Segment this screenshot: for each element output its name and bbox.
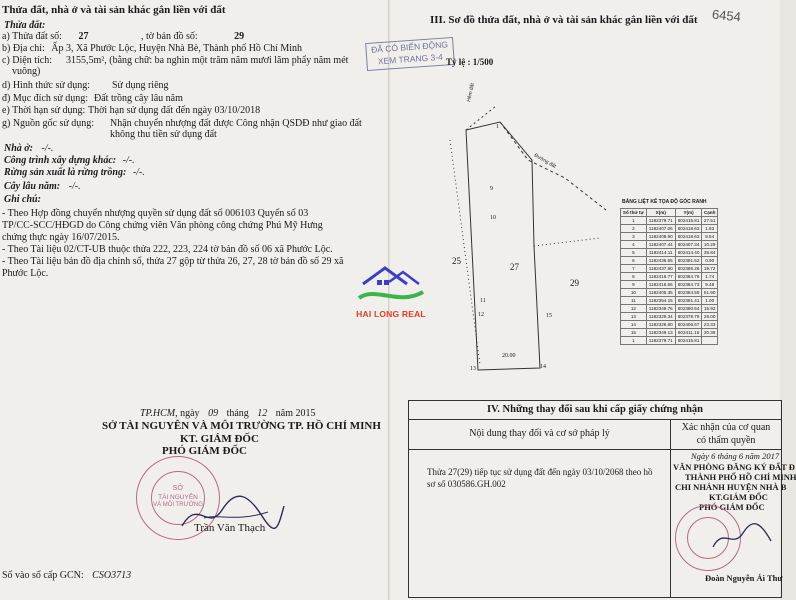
coord-cell: 23.33 — [702, 321, 718, 329]
coord-cell: 1.74 — [702, 273, 718, 281]
purpose-value: Đất trồng cây lâu năm — [94, 93, 183, 104]
dim-bottom: 20.00 — [502, 353, 516, 359]
coord-header: Y(m) — [675, 209, 702, 217]
coord-cell: 7 — [621, 265, 647, 273]
change-text-cont: sơ số 030586.GH.002 — [427, 479, 506, 489]
coord-header: Cạnh — [702, 209, 718, 217]
coord-cell: 1182349.13 — [646, 329, 675, 337]
coord-row — [621, 337, 718, 345]
coord-cell: 15.92 — [702, 305, 718, 313]
register-label: Số vào sổ cấp GCN: — [2, 570, 84, 581]
address-value: Ấp 3, Xã Phước Lộc, Huyện Nhà Bè, Thành phố Hồ Chí Minh — [51, 43, 303, 54]
seal-text-1: SỞ — [172, 485, 184, 492]
coord-cell — [702, 337, 718, 345]
coord-cell: 1182354.15 — [646, 297, 675, 305]
tree-row — [4, 181, 81, 192]
coord-cell: 1182407.44 — [646, 241, 675, 249]
watermark-house-icon — [355, 262, 427, 304]
coord-cell: 602384.73 — [675, 281, 702, 289]
agency: SỞ TÀI NGUYÊN VÀ MÔI TRƯỜNG TP. HỒ CHÍ MINH — [102, 420, 381, 432]
coord-row — [621, 297, 718, 305]
forest-row — [4, 167, 145, 178]
stamp-line-2: XEM TRANG 3-4 — [377, 51, 444, 67]
address-label: b) Địa chỉ: — [2, 43, 45, 54]
coord-cell: 1182408.90 — [646, 233, 675, 241]
coord-cell: 2 — [621, 225, 647, 233]
seal-text-3: VÀ MÔI TRƯỜNG — [153, 502, 203, 508]
coord-cell: 1182379.71 — [646, 337, 675, 345]
coord-cell: 1.83 — [702, 225, 718, 233]
changes-table — [408, 400, 796, 598]
coord-cell: 14 — [621, 321, 647, 329]
coord-cell: 6 — [621, 257, 647, 265]
confirm-office-3: CHI NHÁNH HUYỆN NHÀ B — [675, 482, 787, 492]
note-3: - Theo Tài liệu bản đồ địa chính số, thửa 27 gộp từ thửa 26, 27, 28 tờ bản đồ số 29 xã — [2, 256, 344, 267]
origin-value-cont: không thu tiền sử dụng đất — [110, 129, 217, 140]
coord-cell: 602407.34 — [675, 241, 702, 249]
coord-cell: 1 — [621, 217, 647, 225]
note-1: - Theo Hợp đồng chuyển nhượng quyền sử dụng đất số 006103 Quyển số 03 — [2, 208, 309, 219]
coord-row — [621, 265, 718, 273]
coord-cell: 1182407.06 — [646, 225, 675, 233]
plot-label-25: 25 — [452, 256, 461, 266]
date-prefix: TP.HCM — [140, 408, 176, 419]
coord-cell: 602381.41 — [675, 297, 702, 305]
date-month: 12 — [257, 408, 268, 419]
forest-label: Rừng sản xuất là rừng trồng: — [4, 167, 127, 178]
forest-value: -/-. — [132, 167, 145, 178]
date-day: 09 — [208, 408, 219, 419]
coord-header-row — [621, 209, 718, 217]
coord-row — [621, 281, 718, 289]
map-no: 29 — [234, 31, 245, 42]
coord-cell: 13 — [621, 313, 647, 321]
area-label: c) Diện tích: — [2, 55, 52, 66]
coord-cell: 602414.40 — [675, 249, 702, 257]
house-row — [4, 143, 53, 154]
form-value: Sử dụng riêng — [112, 80, 169, 91]
confirm-kt: KT.GIÁM ĐỐC — [709, 492, 768, 502]
coord-cell: 10 — [621, 289, 647, 297]
neighbor-line-2 — [534, 238, 600, 246]
tree-label: Cây lâu năm: — [4, 181, 61, 192]
point-15: 15 — [546, 313, 552, 319]
coord-cell: 1182405.35 — [646, 289, 675, 297]
point-14: 14 — [540, 364, 546, 370]
note-1c: chứng thực ngày 16/07/2015. — [2, 232, 120, 243]
coord-cell: 1182416.66 — [646, 281, 675, 289]
col-confirm-header-2: có thẩm quyền — [696, 435, 756, 446]
building-label: Công trình xây dựng khác: — [4, 155, 117, 166]
road-label-2: Đường đất — [533, 152, 557, 170]
signature-right — [709, 519, 775, 555]
coord-cell: 12 — [621, 305, 647, 313]
coord-cell: 51.90 — [702, 289, 718, 297]
coord-cell: 602406.67 — [675, 321, 702, 329]
coord-cell: 3 — [621, 233, 647, 241]
date-month-label: tháng — [226, 408, 249, 419]
plot-no: 27 — [78, 31, 89, 42]
coord-cell: 11 — [621, 297, 647, 305]
watermark-text: HAI LONG REAL — [356, 309, 426, 319]
point-1: 1 — [496, 124, 499, 130]
coord-cell: 9.48 — [702, 281, 718, 289]
house-label: Nhà ở: — [4, 143, 33, 154]
coord-cell: 27.51 — [702, 217, 718, 225]
term-label: e) Thời hạn sử dụng: — [2, 105, 86, 116]
neighbor-line — [450, 140, 480, 365]
deputy-title: PHÓ GIÁM ĐỐC — [162, 445, 247, 457]
coord-row — [621, 257, 718, 265]
coord-cell: 35.84 — [702, 249, 718, 257]
coord-cell: 30.36 — [702, 329, 718, 337]
coord-row — [621, 321, 718, 329]
coord-cell: 602418.63 — [675, 233, 702, 241]
coord-cell: 8.54 — [702, 233, 718, 241]
change-text: Thửa 27(29) tiếp tục sử dụng đất đến ngày 03/10/2068 theo hồ — [427, 467, 653, 477]
coord-cell: 1182326.80 — [646, 321, 675, 329]
coord-cell: 10.29 — [702, 241, 718, 249]
coord-cell: 0.90 — [702, 257, 718, 265]
coord-cell: 4 — [621, 241, 647, 249]
kt-title: KT. GIÁM ĐỐC — [180, 433, 259, 445]
coord-cell: 602381.52 — [675, 257, 702, 265]
plot-label-29: 29 — [570, 278, 579, 288]
coord-cell: 1182379.71 — [646, 217, 675, 225]
plot-boundary — [466, 122, 540, 370]
col-confirm-header — [671, 419, 781, 450]
coord-cell: 602384.59 — [675, 289, 702, 297]
coord-row — [621, 225, 718, 233]
map-label: , tờ bản đồ số: — [140, 31, 198, 42]
col-confirm-header-1: Xác nhận của cơ quan — [681, 422, 771, 433]
register-no: CSO3713 — [92, 570, 132, 581]
address-row — [2, 43, 302, 54]
area-value-cont: vuông) — [12, 66, 41, 77]
coord-cell: 15 — [621, 329, 647, 337]
confirm-office-2: THÀNH PHỐ HỒ CHÍ MINH — [685, 472, 796, 482]
coord-cell: 1.00 — [702, 297, 718, 305]
road-label-1: Hẻm đất — [466, 82, 476, 103]
purpose-label: đ) Mục đích sử dụng: — [2, 93, 88, 104]
register-row — [2, 570, 131, 581]
note-label: Ghi chú: — [4, 194, 41, 205]
coord-header: X(m) — [646, 209, 675, 217]
confirm-signer: Đoàn Nguyễn Ái Thư — [705, 573, 783, 583]
coord-row — [621, 305, 718, 313]
coord-table — [620, 208, 718, 345]
coord-cell: 8 — [621, 273, 647, 281]
coord-cell: 602415.81 — [675, 217, 702, 225]
plot-label-27: 27 — [510, 262, 519, 272]
coord-cell: 28.00 — [702, 313, 718, 321]
point-9: 9 — [490, 186, 493, 192]
coord-row — [621, 273, 718, 281]
coord-cell: 602415.81 — [675, 337, 702, 345]
coord-body — [621, 217, 718, 345]
house-value: -/-. — [41, 143, 54, 154]
confirm-date: Ngày 6 tháng 6 năm 2017 — [691, 451, 780, 461]
coord-row — [621, 313, 718, 321]
coord-cell: 1182416.77 — [646, 273, 675, 281]
origin-value: Nhận chuyển nhượng đất được Công nhận QSDĐ như giao đất — [110, 118, 362, 129]
coord-row — [621, 217, 718, 225]
origin-label: g) Nguồn gốc sử dụng: — [2, 118, 95, 129]
coord-cell: 1182437.80 — [646, 265, 675, 273]
point-10: 10 — [490, 215, 496, 221]
coord-cell: 1182329.34 — [646, 313, 675, 321]
confirm-deputy: PHÓ GIÁM ĐỐC — [699, 502, 765, 512]
coord-row — [621, 249, 718, 257]
form-label: d) Hình thức sử dụng: — [2, 80, 91, 91]
coord-table-title: BẢNG LIỆT KÊ TỌA ĐỘ GÓC RANH — [622, 199, 707, 205]
point-13: 13 — [470, 366, 476, 372]
watermark — [355, 262, 427, 319]
coord-cell: 602411.16 — [675, 329, 702, 337]
building-value: -/-. — [122, 155, 135, 166]
point-11: 11 — [480, 298, 486, 304]
coord-row — [621, 289, 718, 297]
land-label: Thửa đất: — [4, 20, 46, 31]
coord-cell: 602384.76 — [675, 273, 702, 281]
coord-cell: 19.72 — [702, 265, 718, 273]
coord-cell: 1 — [621, 337, 647, 345]
coord-row — [621, 233, 718, 241]
date-year: năm 2015 — [275, 408, 316, 419]
tree-value: -/-. — [68, 181, 81, 192]
corner-number: 6454 — [711, 6, 742, 25]
coord-cell: 1182436.65 — [646, 257, 675, 265]
plot-label: a) Thửa đất số: — [2, 31, 62, 42]
coord-cell: 1182349.76 — [646, 305, 675, 313]
coord-cell: 602385.26 — [675, 265, 702, 273]
coord-cell: 9 — [621, 281, 647, 289]
issue-date — [140, 408, 316, 419]
term-value: Thời hạn sử dụng đất đến ngày 03/10/2018 — [88, 105, 261, 116]
point-12: 12 — [478, 312, 484, 318]
note-2: - Theo Tài liệu 02/CT-UB thuộc thửa 222, 223, 224 tờ bản đồ số 06 xã Phước Lộc. — [2, 244, 333, 255]
left-heading: Thửa đất, nhà ở và tài sản khác gắn liền với đất — [2, 4, 226, 16]
col-content-header: Nội dung thay đổi và cơ sở pháp lý — [409, 419, 670, 450]
changes-divider — [670, 419, 671, 597]
seal-text-2: TÀI NGUYÊN — [158, 494, 198, 501]
coord-header: Số thứ tự — [621, 209, 647, 217]
coord-cell: 602380.54 — [675, 305, 702, 313]
building-row — [4, 155, 135, 166]
stamp-line-1: ĐÃ CÓ BIẾN ĐỘNG — [370, 39, 449, 55]
coord-row — [621, 329, 718, 337]
date-mid: , ngày — [175, 408, 200, 419]
note-3b: Phước Lộc. — [2, 268, 49, 279]
note-1b: TP/CC-SCC/HĐGD do Công chứng viên Văn phòng công chứng Phú Mỹ Hưng — [2, 220, 323, 231]
coord-cell: 5 — [621, 249, 647, 257]
plot-sketch — [400, 60, 630, 380]
coord-row — [621, 241, 718, 249]
right-heading: III. Sơ đồ thửa đất, nhà ở và tài sản khác gắn liền với đất — [430, 14, 698, 26]
coord-cell: 602378.79 — [675, 313, 702, 321]
coord-cell: 1182414.11 — [646, 249, 675, 257]
plot-row — [2, 31, 244, 42]
signer-left: Trần Văn Thạch — [194, 522, 266, 534]
coord-cell: 602418.63 — [675, 225, 702, 233]
changes-heading: IV. Những thay đổi sau khi cấp giấy chứng nhận — [409, 401, 781, 420]
confirm-office-1: VĂN PHÒNG ĐĂNG KÝ ĐẤT Đ — [673, 462, 795, 472]
scale-label: Tỷ lệ : 1/500 — [446, 57, 494, 67]
area-value: 3155,5m², (bằng chữ: ba nghìn một trăm năm mươi lăm phẩy năm mét — [66, 55, 349, 66]
